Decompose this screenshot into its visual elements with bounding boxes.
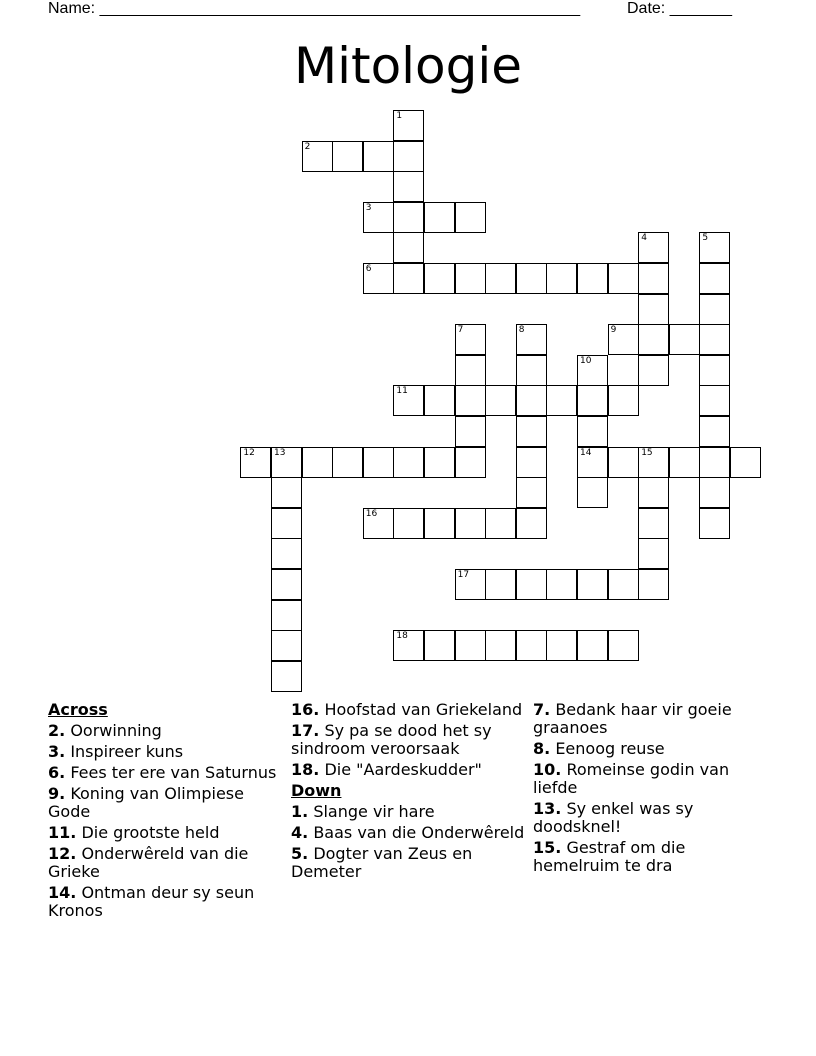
crossword-cell[interactable]: [455, 324, 486, 355]
crossword-cell[interactable]: [638, 355, 669, 386]
page-title: Mitologie: [293, 37, 523, 95]
clue-number: 15.: [533, 838, 562, 857]
crossword-cell[interactable]: [455, 263, 486, 294]
crossword-cell[interactable]: [302, 141, 333, 172]
clue-text: Slange vir hare: [313, 802, 435, 821]
clue-text: Fees ter ere van Saturnus: [70, 763, 277, 782]
crossword-cell[interactable]: [424, 447, 455, 478]
clue-text: Onderwêreld van die Grieke: [48, 844, 249, 881]
crossword-cell[interactable]: [363, 263, 394, 294]
crossword-cell[interactable]: [271, 569, 302, 600]
crossword-cell[interactable]: [577, 477, 608, 508]
crossword-cell[interactable]: [638, 324, 669, 355]
clue-text: Sy pa se dood het sy sindroom veroorsaak: [291, 721, 492, 758]
clue-number: 8.: [533, 739, 551, 758]
clue-item: [533, 701, 773, 737]
date-field-label: Date: _______: [627, 0, 732, 17]
crossword-cell[interactable]: [516, 508, 547, 539]
crossword-cell[interactable]: [577, 447, 608, 478]
crossword-cell[interactable]: [393, 263, 424, 294]
crossword-cell[interactable]: [699, 416, 730, 447]
clue-number: 12.: [48, 844, 77, 863]
clue-item: [48, 824, 288, 842]
crossword-cell[interactable]: [546, 385, 577, 416]
crossword-cell[interactable]: [608, 447, 639, 478]
crossword-cell[interactable]: [608, 385, 639, 416]
cell-number: 8: [518, 325, 525, 336]
crossword-cell[interactable]: [608, 569, 639, 600]
crossword-cell[interactable]: [271, 508, 302, 539]
clue-item: [48, 743, 288, 761]
clue-column-2: [291, 701, 531, 884]
crossword-cell[interactable]: [332, 141, 363, 172]
cell-number: 13: [274, 447, 286, 458]
cell-number: 2: [304, 141, 311, 152]
crossword-cell[interactable]: [638, 263, 669, 294]
clue-item: [291, 803, 531, 821]
cell-number: 6: [365, 264, 372, 274]
clue-text: Baas van die Onderwêreld: [313, 823, 525, 842]
down-heading: Down: [291, 781, 342, 800]
crossword-cell[interactable]: [638, 447, 669, 478]
crossword-cell[interactable]: [393, 202, 424, 233]
crossword-cell[interactable]: [638, 538, 669, 569]
crossword-cell[interactable]: [363, 508, 394, 539]
clue-text: Hoofstad van Griekeland: [324, 700, 523, 719]
crossword-cell[interactable]: [699, 355, 730, 386]
clue-text: Gestraf om die hemelruim te dra: [533, 838, 686, 875]
clue-item: [291, 845, 531, 881]
clue-number: 9.: [48, 784, 66, 803]
crossword-cell[interactable]: [302, 447, 333, 478]
clue-number: 7.: [533, 700, 551, 719]
cell-number: 11: [396, 386, 408, 397]
crossword-cell[interactable]: [516, 385, 547, 416]
crossword-cell[interactable]: [516, 630, 547, 661]
clue-text: Dogter van Zeus en Demeter: [291, 844, 473, 881]
crossword-cell[interactable]: [699, 232, 730, 263]
clue-item: [533, 740, 773, 758]
cell-number: 17: [457, 570, 470, 580]
crossword-cell[interactable]: [271, 538, 302, 569]
crossword-cell[interactable]: [271, 447, 302, 478]
clue-item: [48, 845, 288, 881]
clue-item: [291, 761, 531, 779]
cell-number: 12: [243, 447, 255, 458]
crossword-cell[interactable]: [516, 263, 547, 294]
crossword-cell[interactable]: [393, 447, 424, 478]
crossword-cell[interactable]: [546, 630, 577, 661]
clue-item: [48, 764, 288, 782]
clue-number: 13.: [533, 799, 562, 818]
cell-number: 15: [641, 447, 653, 458]
crossword-cell[interactable]: [699, 263, 730, 294]
clue-number: 1.: [291, 802, 309, 821]
crossword-cell[interactable]: [546, 569, 577, 600]
cell-number: 1: [396, 111, 403, 121]
cell-number: 5: [702, 233, 709, 244]
clue-text: Inspireer kuns: [70, 742, 184, 761]
clue-text: Bedank haar vir goeie graanoes: [533, 700, 732, 737]
crossword-cell[interactable]: [608, 263, 639, 294]
cell-number: 18: [396, 631, 408, 642]
crossword-cell[interactable]: [455, 355, 486, 386]
clue-text: Romeinse godin van liefde: [533, 760, 730, 797]
crossword-cell[interactable]: [577, 630, 608, 661]
crossword-cell[interactable]: [577, 569, 608, 600]
crossword-cell[interactable]: [240, 447, 271, 478]
crossword-cell[interactable]: [577, 416, 608, 447]
crossword-cell[interactable]: [485, 630, 516, 661]
crossword-cell[interactable]: [271, 661, 302, 692]
clue-text: Sy enkel was sy doodsknel!: [533, 799, 694, 836]
crossword-cell[interactable]: [393, 232, 424, 263]
crossword-cell[interactable]: [485, 385, 516, 416]
crossword-cell[interactable]: [332, 447, 363, 478]
crossword-cell[interactable]: [455, 447, 486, 478]
cell-number: 10: [580, 355, 592, 366]
clue-number: 10.: [533, 760, 562, 779]
crossword-cell[interactable]: [424, 202, 455, 233]
crossword-cell[interactable]: [638, 569, 669, 600]
clue-text: Die "Aardeskudder": [324, 760, 482, 779]
crossword-cell[interactable]: [363, 202, 394, 233]
clue-item: [291, 722, 531, 758]
crossword-cell[interactable]: [638, 232, 669, 263]
crossword-cell[interactable]: [455, 416, 486, 447]
crossword-cell[interactable]: [516, 447, 547, 478]
crossword-cell[interactable]: [699, 324, 730, 355]
crossword-cell[interactable]: [699, 385, 730, 416]
clue-text: Die grootste held: [81, 823, 220, 842]
crossword-cell[interactable]: [393, 171, 424, 202]
crossword-cell[interactable]: [577, 355, 608, 386]
clue-text: Koning van Olimpiese Gode: [48, 784, 244, 821]
crossword-cell[interactable]: [393, 141, 424, 172]
crossword-cell[interactable]: [485, 263, 516, 294]
clue-column-1: [48, 701, 288, 923]
crossword-cell[interactable]: [393, 508, 424, 539]
crossword-cell[interactable]: [669, 447, 700, 478]
clue-item: [291, 824, 531, 842]
crossword-cell[interactable]: [699, 294, 730, 325]
clue-number: 17.: [291, 721, 320, 740]
crossword-cell[interactable]: [424, 385, 455, 416]
crossword-cell[interactable]: [485, 508, 516, 539]
crossword-cell[interactable]: [699, 477, 730, 508]
cell-number: 7: [457, 325, 464, 336]
crossword-cell[interactable]: [699, 447, 730, 478]
cell-number: 14: [580, 447, 592, 458]
crossword-cell[interactable]: [393, 110, 424, 141]
crossword-cell[interactable]: [455, 202, 486, 233]
clue-item: [48, 884, 288, 920]
name-field-label: Name: ______________________________________________________: [48, 0, 581, 17]
clue-number: 6.: [48, 763, 66, 782]
crossword-cell[interactable]: [638, 508, 669, 539]
clue-item: [533, 800, 773, 836]
crossword-cell[interactable]: [516, 355, 547, 386]
crossword-cell[interactable]: [271, 477, 302, 508]
clue-text: Ontman deur sy seun Kronos: [48, 883, 255, 920]
crossword-cell[interactable]: [393, 630, 424, 661]
cell-number: 3: [365, 202, 372, 213]
crossword-cell[interactable]: [363, 141, 394, 172]
crossword-cell[interactable]: [271, 630, 302, 661]
clue-number: 3.: [48, 742, 66, 761]
crossword-cell[interactable]: [516, 477, 547, 508]
clue-column-3: [533, 701, 773, 878]
crossword-cell[interactable]: [516, 569, 547, 600]
crossword-cell[interactable]: [485, 569, 516, 600]
clue-item: [291, 701, 531, 719]
clue-number: 14.: [48, 883, 77, 902]
crossword-cell[interactable]: [546, 263, 577, 294]
crossword-cell[interactable]: [271, 600, 302, 631]
crossword-cell[interactable]: [730, 447, 761, 478]
crossword-cell[interactable]: [455, 385, 486, 416]
crossword-cell[interactable]: [638, 294, 669, 325]
crossword-cell[interactable]: [516, 416, 547, 447]
crossword-cell[interactable]: [455, 569, 486, 600]
clue-number: 5.: [291, 844, 309, 863]
clue-text: Eenoog reuse: [555, 739, 665, 758]
crossword-cell[interactable]: [424, 263, 455, 294]
clue-item: [533, 761, 773, 797]
crossword-cell[interactable]: [608, 630, 639, 661]
crossword-cell[interactable]: [516, 324, 547, 355]
cell-number: 9: [610, 325, 617, 336]
crossword-cell[interactable]: [424, 630, 455, 661]
clue-item: [48, 722, 288, 740]
crossword-cell[interactable]: [638, 477, 669, 508]
across-heading: Across: [48, 700, 108, 719]
crossword-cell[interactable]: [363, 447, 394, 478]
cell-number: 16: [365, 508, 378, 519]
cell-number: 4: [641, 233, 647, 244]
clue-number: 11.: [48, 823, 77, 842]
clue-item: [533, 839, 773, 875]
crossword-cell[interactable]: [455, 630, 486, 661]
clue-number: 2.: [48, 721, 66, 740]
crossword-cell[interactable]: [577, 385, 608, 416]
crossword-cell[interactable]: [577, 263, 608, 294]
crossword-cell[interactable]: [455, 508, 486, 539]
crossword-cell[interactable]: [393, 385, 424, 416]
crossword-cell[interactable]: [669, 324, 700, 355]
clue-number: 16.: [291, 700, 320, 719]
crossword-cell[interactable]: [608, 324, 639, 355]
clue-number: 18.: [291, 760, 320, 779]
clue-number: 4.: [291, 823, 309, 842]
clue-text: Oorwinning: [70, 721, 162, 740]
crossword-cell[interactable]: [424, 508, 455, 539]
crossword-cell[interactable]: [699, 508, 730, 539]
clue-item: [48, 785, 288, 821]
